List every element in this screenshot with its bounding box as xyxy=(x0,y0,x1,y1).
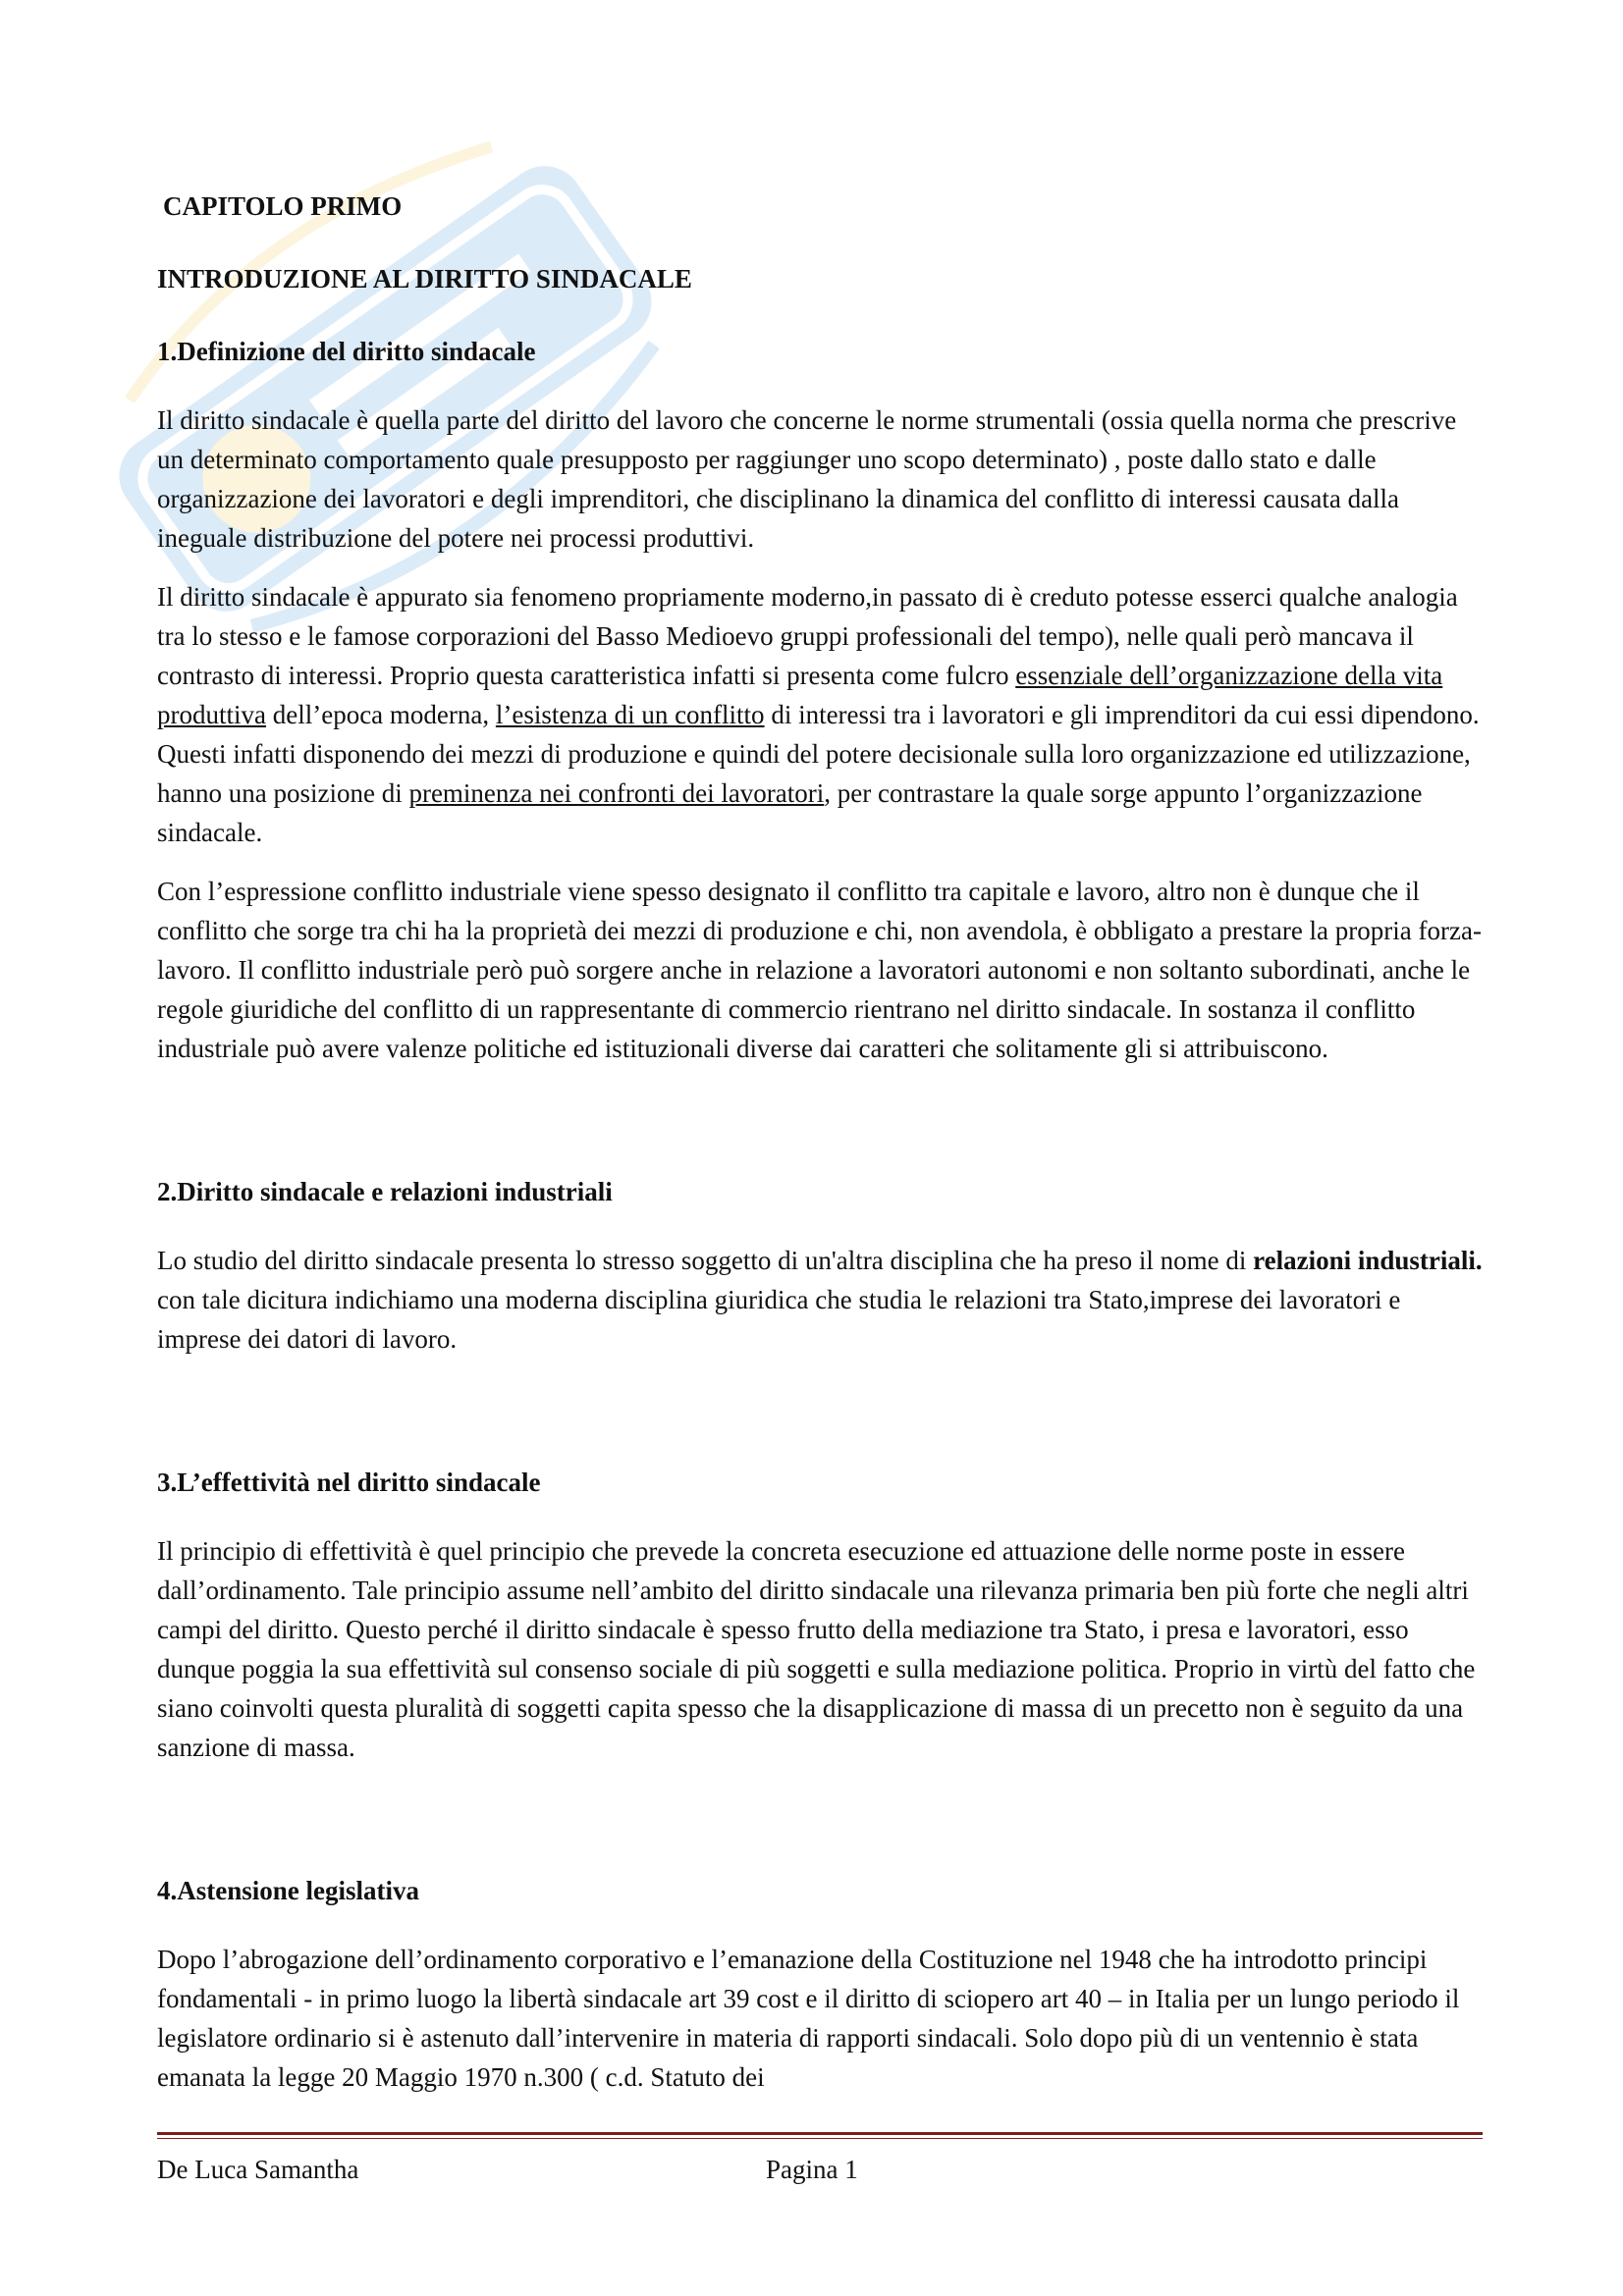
section-3-paragraph-1: Il principio di effettività è quel principio che prevede la concreta esecuzione ed attuazione delle norme poste in essere dall’ordinamento. Tale principio assume nell’ambito del diritto sindacale una rilevanza primaria ben più forte che negli altri campi del diritto. Questo perché il diritto sindacale è spesso frutto della mediazione tra Stato, i presa e lavoratori, esso dunque poggia la sua effettività sul consenso sociale di più soggetti e sulla mediazione politica. Proprio in virtù del fatto che siano coinvolti questa pluralità di soggetti capita spesso che la disapplicazione di massa di un precetto non è seguito da una sanzione di massa. xyxy=(157,1536,1476,1762)
footer-page-number: Pagina 1 xyxy=(766,2155,858,2184)
section-1-heading: 1.Definizione del diritto sindacale xyxy=(157,337,536,366)
section-4-heading: 4.Astensione legislativa xyxy=(157,1876,419,1905)
spacer xyxy=(157,1378,1483,1463)
paragraph-text: Lo studio del diritto sindacale presenta lo stresso soggetto di un'altra disciplina che ha preso il nome di xyxy=(157,1246,1254,1275)
section-4-paragraph-1: Dopo l’abrogazione dell’ordinamento corporativo e l’emanazione della Costituzione nel 1948 che ha introdotto principi fondamentali - in primo luogo la libertà sindacale art 39 cost e il diritto di sciopero art 40 – in Italia per un lungo periodo il legislatore ordinario si è astenuto dall’intervenire in materia di rapporti sindacali. Solo dopo più di un ventennio è stata emanata la legge 20 Maggio 1970 n.300 ( c.d. Statuto dei xyxy=(157,1945,1460,2092)
underlined-phrase: preminenza nei confronti dei lavoratori xyxy=(408,778,825,808)
document-title: INTRODUZIONE AL DIRITTO SINDACALE xyxy=(157,264,692,294)
footer-divider xyxy=(157,2132,1483,2139)
spacer xyxy=(157,1787,1483,1871)
section-1-paragraph-3: Con l’espressione conflitto industriale viene spesso designato il conflitto tra capitale e lavoro, altro non è dunque che il conflitto che sorge tra chi ha la proprietà dei mezzi di produzione e chi, non avendola, è obbligato a prestare la propria forza-lavoro. Il conflitto industriale però può sorgere anche in relazione a lavoratori autonomi e non soltanto subordinati, anche le regole giuridiche del conflitto di un rappresentante di commercio rientrano nel diritto sindacale. In sostanza il conflitto industriale può avere valenze politiche ed istituzionali diverse dai caratteri che solitamente gli si attribuiscono. xyxy=(157,877,1482,1063)
section-2-paragraph-1 xyxy=(157,1241,1483,1359)
chapter-heading: CAPITOLO PRIMO xyxy=(163,191,403,221)
document-body xyxy=(157,187,1483,2116)
underlined-phrase: l’esistenza di un conflitto xyxy=(495,700,765,729)
paragraph-text: Il diritto sindacale è appurato sia fenomeno propriamente moderno,in passato di è creduto potesse esserci qualche analogia tra lo stesso e le famose corporazioni del Basso Medioevo gruppi professionali del tempo), nelle quali però mancava il contrasto di interessi. Proprio questa caratteristica infatti si presenta come fulcro xyxy=(157,582,1458,690)
bold-term: relazioni industriali. xyxy=(1253,1246,1483,1275)
paragraph-text: dell’epoca moderna, xyxy=(265,700,496,729)
paragraph-text: , per contrastare la quale sorge appunto l’organizzazione sindacale. xyxy=(157,778,1423,847)
underlined-phrase: essenziale dell’organizzazione della vita produttiva xyxy=(157,661,1443,729)
section-1-paragraph-2 xyxy=(157,577,1483,852)
section-3-heading: 3.L’effettività nel diritto sindacale xyxy=(157,1468,541,1497)
paragraph-text: con tale dicitura indichiamo una moderna disciplina giuridica che studia le relazioni tra Stato,imprese dei lavoratori e imprese dei datori di lavoro. xyxy=(157,1285,1401,1354)
footer-author: De Luca Samantha xyxy=(157,2155,359,2184)
spacer xyxy=(157,1088,1483,1172)
paragraph-text: di interessi tra i lavoratori e gli imprenditori da cui essi dipendono. Questi infatti disponendo dei mezzi di produzione e quindi del potere decisionale sulla loro organizzazione ed utilizzazione, hanno una posizione di xyxy=(157,700,1480,808)
section-1-paragraph-1: Il diritto sindacale è quella parte del diritto del lavoro che concerne le norme strumentali (ossia quella norma che prescrive un determinato comportamento quale presupposto per raggiunger uno scopo determinato) , poste dallo stato e dalle organizzazione dei lavoratori e degli imprenditori, che disciplinano la dinamica del conflitto di interessi causata dalla ineguale distribuzione del potere nei processi produttivi. xyxy=(157,405,1457,553)
section-2-heading: 2.Diritto sindacale e relazioni industriali xyxy=(157,1177,613,1206)
